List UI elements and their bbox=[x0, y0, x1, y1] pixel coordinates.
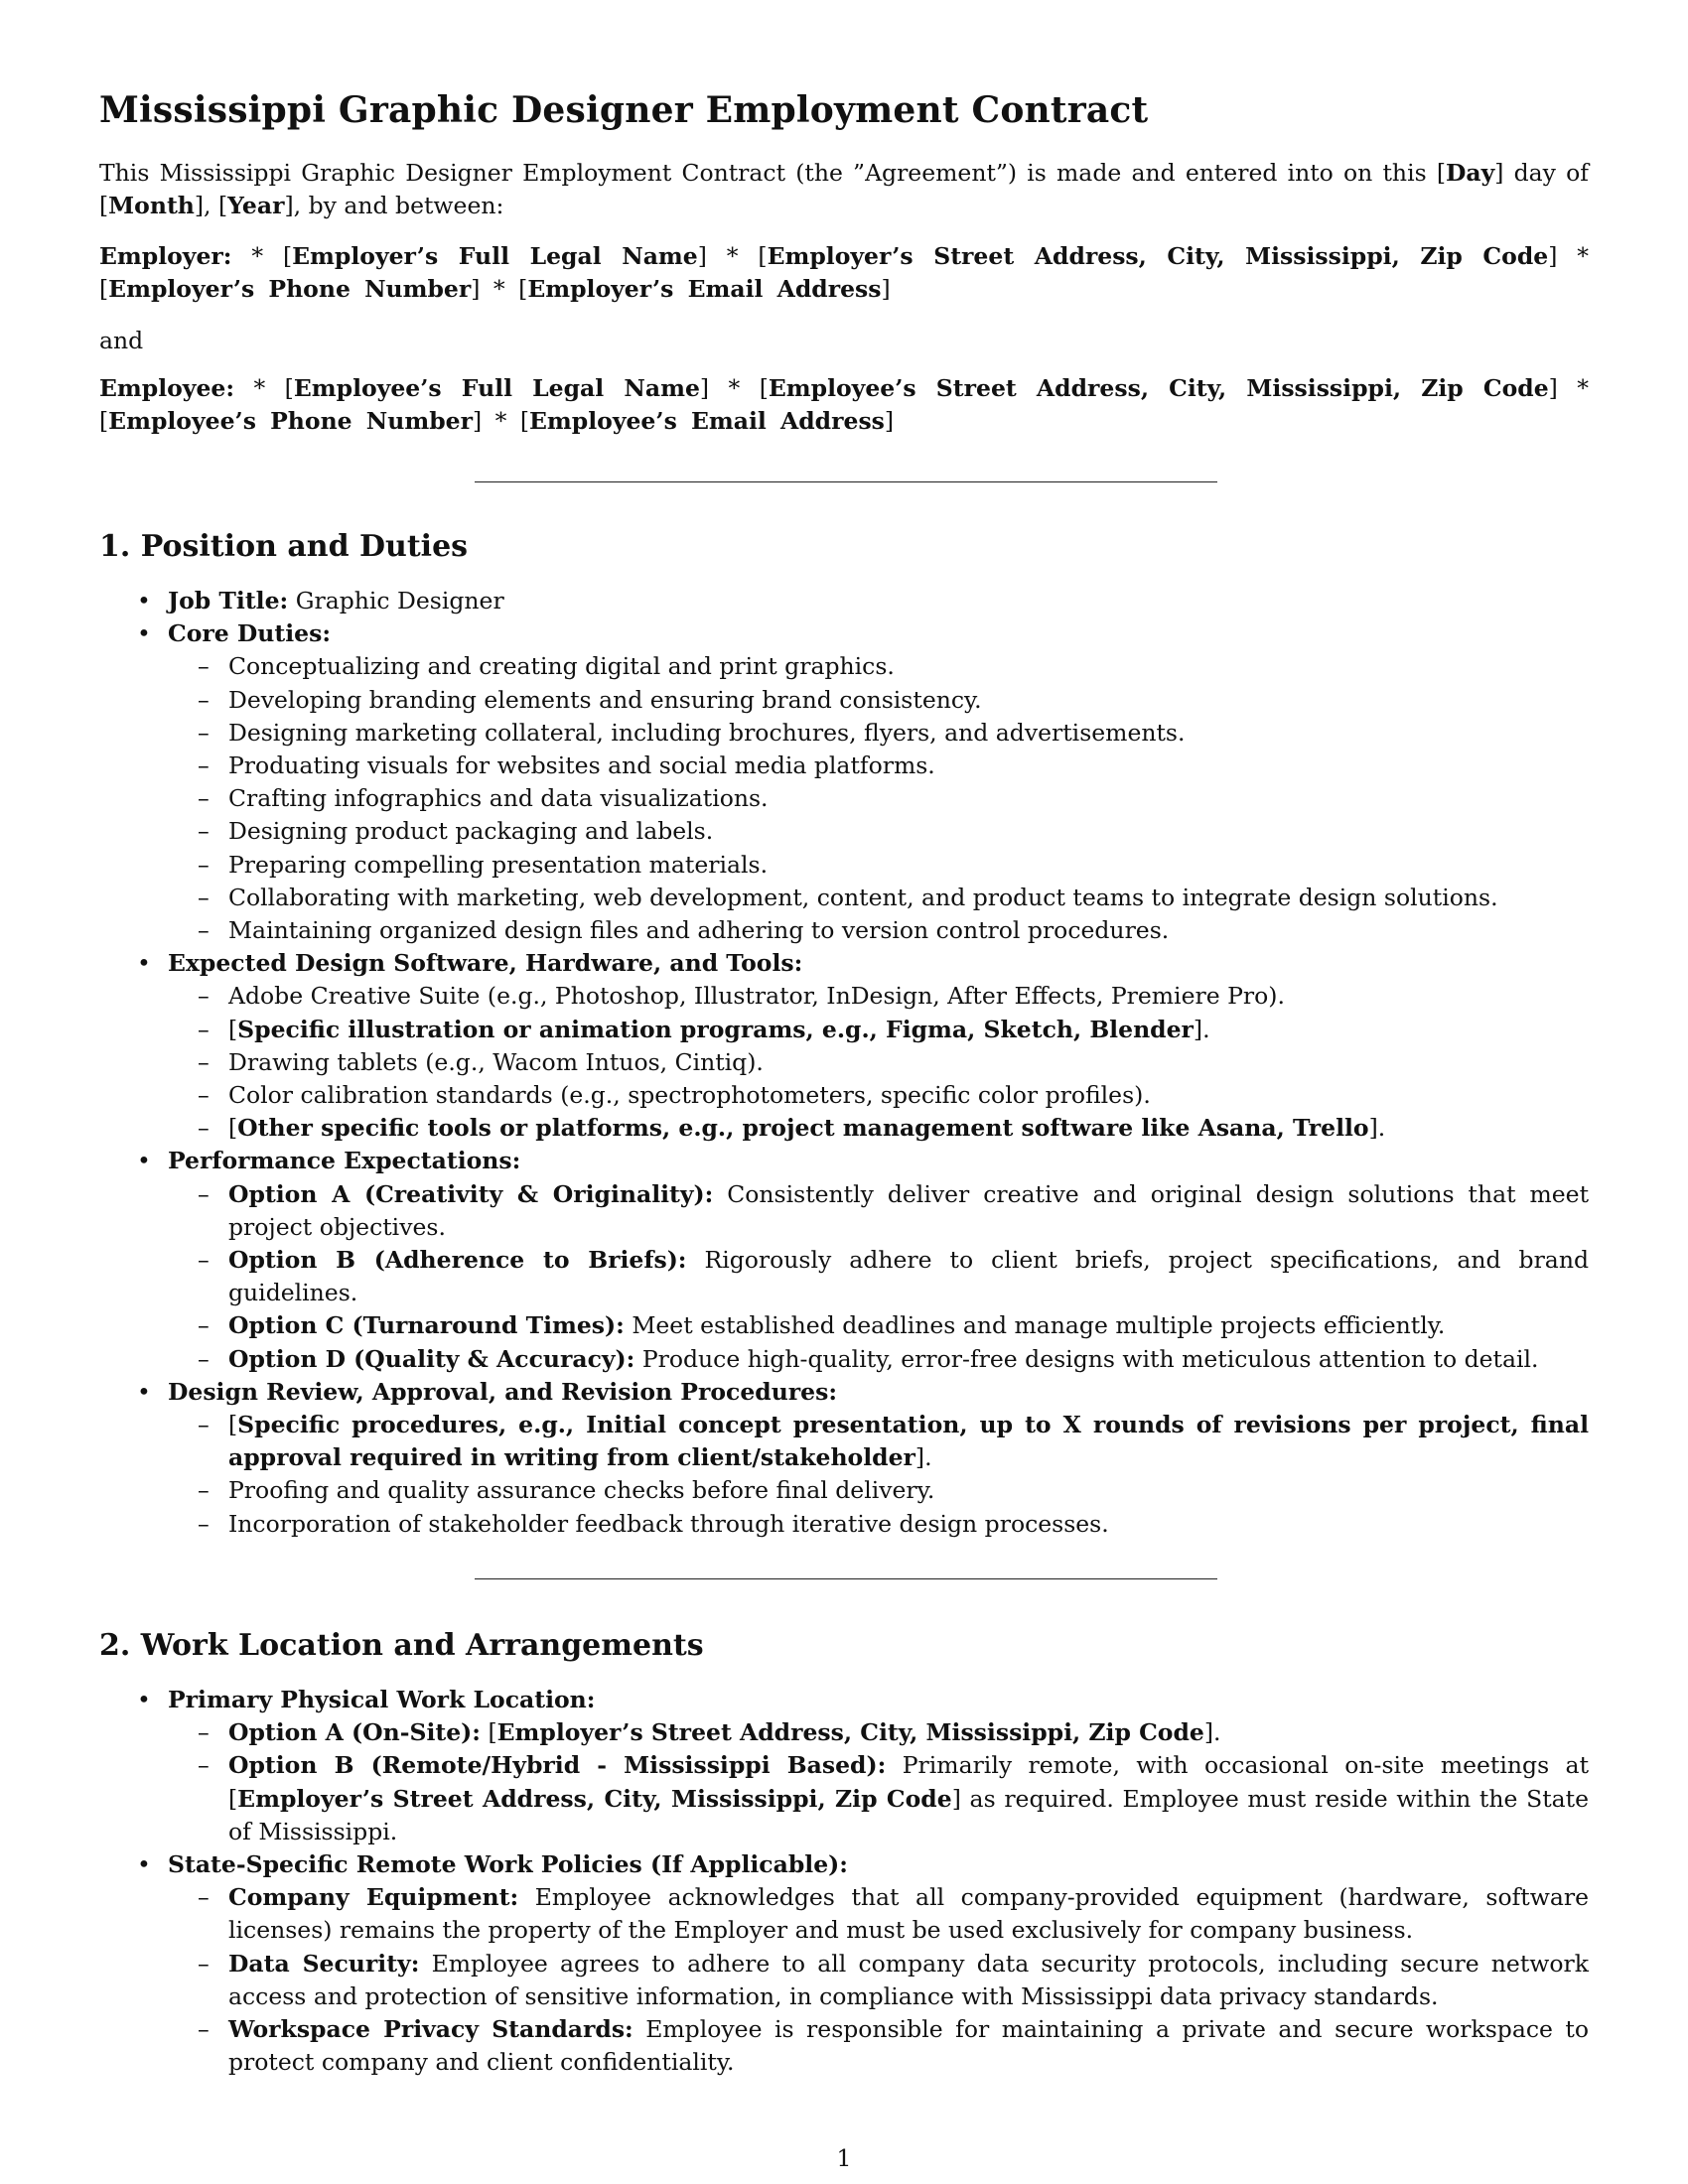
employer-phone: Employer’s Phone Number bbox=[108, 275, 472, 303]
intro-text: day of bbox=[1503, 159, 1589, 187]
option-text: Meet established deadlines and manage multiple projects efficiently. bbox=[624, 1311, 1446, 1340]
policy-label: Workspace Privacy Standards: bbox=[228, 2015, 633, 2044]
list-item: – Produating visuals for websites and social media platforms. bbox=[168, 750, 1589, 782]
list-item bbox=[168, 1343, 1589, 1376]
review-list bbox=[168, 1409, 1589, 1541]
option-label: Option B (Adherence to Briefs): bbox=[228, 1246, 687, 1275]
intro-text: , by and between: bbox=[293, 192, 504, 219]
section-2-list bbox=[99, 1684, 1589, 2079]
policy-label: Company Equipment: bbox=[228, 1883, 519, 1912]
and-text: and bbox=[99, 327, 144, 354]
employer-address: Employer’s Street Address, City, Mississippi, Zip Code bbox=[767, 242, 1549, 270]
list-item bbox=[168, 1948, 1589, 2013]
performance-list bbox=[168, 1178, 1589, 1376]
list-item: – Drawing tablets (e.g., Wacom Intuos, Cintiq). bbox=[168, 1046, 1589, 1079]
core-duties-list bbox=[168, 650, 1589, 947]
option-label: Option A (Creativity & Originality): bbox=[228, 1179, 714, 1208]
policy-text: Employee acknowledges that all company-provided equipment (hardware, software licenses) remains the property of the Employer and must be used exclusively for company business. bbox=[228, 1883, 1589, 1945]
list-item: – Designing product packaging and labels. bbox=[168, 815, 1589, 848]
list-item: – [Specific procedures, e.g., Initial concept presentation, up to X rounds of revisions per project, final approval required in writing from client/stakeholder]. bbox=[168, 1409, 1589, 1474]
list-item bbox=[99, 1848, 1589, 2079]
section-1-list bbox=[99, 585, 1589, 1541]
option-text: Primarily remote, with occasional on-site meetings at bbox=[886, 1751, 1590, 1780]
option-text: Rigorously adhere to client briefs, project specifications, and brand guidelines. bbox=[228, 1246, 1589, 1307]
tools-placeholder: Specific illustration or animation programs, e.g., Figma, Sketch, Blender bbox=[237, 1015, 1194, 1043]
section-1-title: 1. Position and Duties bbox=[99, 529, 469, 564]
option-label: Option C (Turnaround Times): bbox=[228, 1311, 625, 1340]
address-placeholder: Employer’s Street Address, City, Mississippi, Zip Code bbox=[237, 1784, 952, 1813]
document-title: Mississippi Graphic Designer Employment Contract bbox=[99, 89, 1149, 131]
employer-label: Employer: bbox=[99, 242, 232, 270]
list-item: – Incorporation of stakeholder feedback through iterative design processes. bbox=[168, 1508, 1589, 1541]
month-placeholder: Month bbox=[108, 192, 195, 219]
option-label: Option D (Quality & Accuracy): bbox=[228, 1344, 635, 1373]
employee-name: Employee’s Full Legal Name bbox=[293, 374, 700, 402]
policy-label: Data Security: bbox=[228, 1949, 420, 1978]
list-item: – Crafting infographics and data visualizations. bbox=[168, 782, 1589, 815]
employee-email: Employee’s Email Address bbox=[529, 407, 885, 435]
page-number: 1 bbox=[836, 2144, 852, 2172]
employee-block: Employee: * [Employee’s Full Legal Name] * [Employee’s Street Address, City, Mississippi, Zip Code] * [Employee’s Phone Number] * [Employee’s Email Address] bbox=[99, 374, 1589, 435]
list-item: – Color calibration standards (e.g., spectrophotometers, specific color profiles). bbox=[168, 1079, 1589, 1112]
list-item bbox=[168, 1881, 1589, 1947]
list-item: – Option A (On-Site): [Employer’s Street Address, City, Mississippi, Zip Code]. bbox=[168, 1716, 1589, 1749]
option-label: Option B (Remote/Hybrid - Mississippi Based): bbox=[228, 1751, 887, 1780]
list-item bbox=[99, 585, 1589, 617]
list-item: – [Other specific tools or platforms, e.g., project management software like Asana, Trello]. bbox=[168, 1112, 1589, 1145]
primary-location-label: Primary Physical Work Location: bbox=[168, 1686, 596, 1713]
employee-phone: Employee’s Phone Number bbox=[108, 407, 473, 435]
list-item: – Designing marketing collateral, including brochures, flyers, and advertisements. bbox=[168, 717, 1589, 750]
address-placeholder: Employer’s Street Address, City, Mississippi, Zip Code bbox=[496, 1718, 1204, 1747]
employee-label: Employee: bbox=[99, 374, 235, 402]
review-label: Design Review, Approval, and Revision Procedures: bbox=[168, 1377, 838, 1406]
core-duties-label: Core Duties: bbox=[168, 619, 331, 648]
list-item: – [Specific illustration or animation programs, e.g., Figma, Sketch, Blender]. bbox=[168, 1014, 1589, 1046]
employer-block: Employer: * [Employer’s Full Legal Name] * [Employer’s Street Address, City, Mississippi, Zip Code] * [Employer’s Phone Number] * [Employer’s Email Address] bbox=[99, 242, 1589, 303]
list-item: – Proofing and quality assurance checks before final delivery. bbox=[168, 1474, 1589, 1507]
list-item bbox=[99, 1376, 1589, 1541]
performance-label: Performance Expectations: bbox=[168, 1147, 521, 1175]
list-item: – Collaborating with marketing, web development, content, and product teams to integrate design solutions. bbox=[168, 882, 1589, 914]
list-item bbox=[99, 617, 1589, 947]
list-item bbox=[168, 2013, 1589, 2079]
tools-placeholder: Other specific tools or platforms, e.g., project management software like Asana, Trello bbox=[237, 1114, 1369, 1143]
list-item: – Conceptualizing and creating digital and print graphics. bbox=[168, 650, 1589, 683]
list-item bbox=[168, 1178, 1589, 1244]
horizontal-rule bbox=[475, 481, 1217, 482]
list-item bbox=[99, 947, 1589, 1145]
option-text: as required. Employee must reside within the State of Mississippi. bbox=[228, 1784, 1589, 1845]
horizontal-rule bbox=[475, 1578, 1217, 1579]
tools-list bbox=[168, 980, 1589, 1145]
employee-address: Employee’s Street Address, City, Mississippi, Zip Code bbox=[768, 374, 1549, 402]
option-text: Consistently deliver creative and original design solutions that meet project objectives. bbox=[228, 1179, 1590, 1241]
list-item bbox=[168, 1309, 1589, 1342]
option-text: Produce high-quality, error-free designs with meticulous attention to detail. bbox=[634, 1344, 1539, 1373]
list-item: – Option B (Remote/Hybrid - Mississippi Based): Primarily remote, with occasional on-site meetings at [Employer’s Street Address, City, Mississippi, Zip Code] as required. Employee must reside within the State of Mississippi. bbox=[168, 1749, 1589, 1848]
list-item: – Maintaining organized design files and adhering to version control procedures. bbox=[168, 914, 1589, 947]
list-item bbox=[99, 1145, 1589, 1375]
job-title-label: Job Title: bbox=[168, 587, 289, 614]
policy-text: Employee agrees to adhere to all company data security protocols, including secure network access and protection of sensitive information, in compliance with Mississippi data privacy standards. bbox=[228, 1949, 1589, 2010]
option-label: Option A (On-Site): bbox=[228, 1718, 481, 1747]
day-placeholder: Day bbox=[1446, 159, 1495, 187]
section-2-title: 2. Work Location and Arrangements bbox=[99, 1628, 704, 1663]
job-title-value: Graphic Designer bbox=[288, 587, 504, 614]
list-item bbox=[168, 1244, 1589, 1309]
list-item: – Adobe Creative Suite (e.g., Photoshop, Illustrator, InDesign, After Effects, Premiere Pro). bbox=[168, 980, 1589, 1013]
list-item bbox=[99, 1684, 1589, 1848]
intro-paragraph: This Mississippi Graphic Designer Employment Contract (the ”Agreement”) is made and entered into on this [Day] day of [Month], [Year], by and between: bbox=[99, 159, 1589, 219]
employer-name: Employer’s Full Legal Name bbox=[292, 242, 698, 270]
remote-policies-list bbox=[168, 1881, 1589, 2079]
review-placeholder: Specific procedures, e.g., Initial concept presentation, up to X rounds of revisions per project, final approval required in writing from client/stakeholder bbox=[228, 1411, 1589, 1472]
tools-label: Expected Design Software, Hardware, and Tools: bbox=[168, 949, 803, 978]
list-item: – Developing branding elements and ensuring brand consistency. bbox=[168, 684, 1589, 717]
remote-policies-label: State-Specific Remote Work Policies (If Applicable): bbox=[168, 1850, 848, 1879]
location-options-list bbox=[168, 1716, 1589, 1848]
employer-email: Employer’s Email Address bbox=[527, 275, 882, 303]
intro-text: This Mississippi Graphic Designer Employment Contract (the ”Agreement”) is made and entered into on this bbox=[99, 159, 1437, 187]
document-page bbox=[99, 0, 1589, 2184]
policy-text: Employee is responsible for maintaining a private and secure workspace to protect company and client confidentiality. bbox=[228, 2015, 1589, 2077]
list-item: – Preparing compelling presentation materials. bbox=[168, 849, 1589, 882]
year-placeholder: Year bbox=[227, 192, 285, 219]
